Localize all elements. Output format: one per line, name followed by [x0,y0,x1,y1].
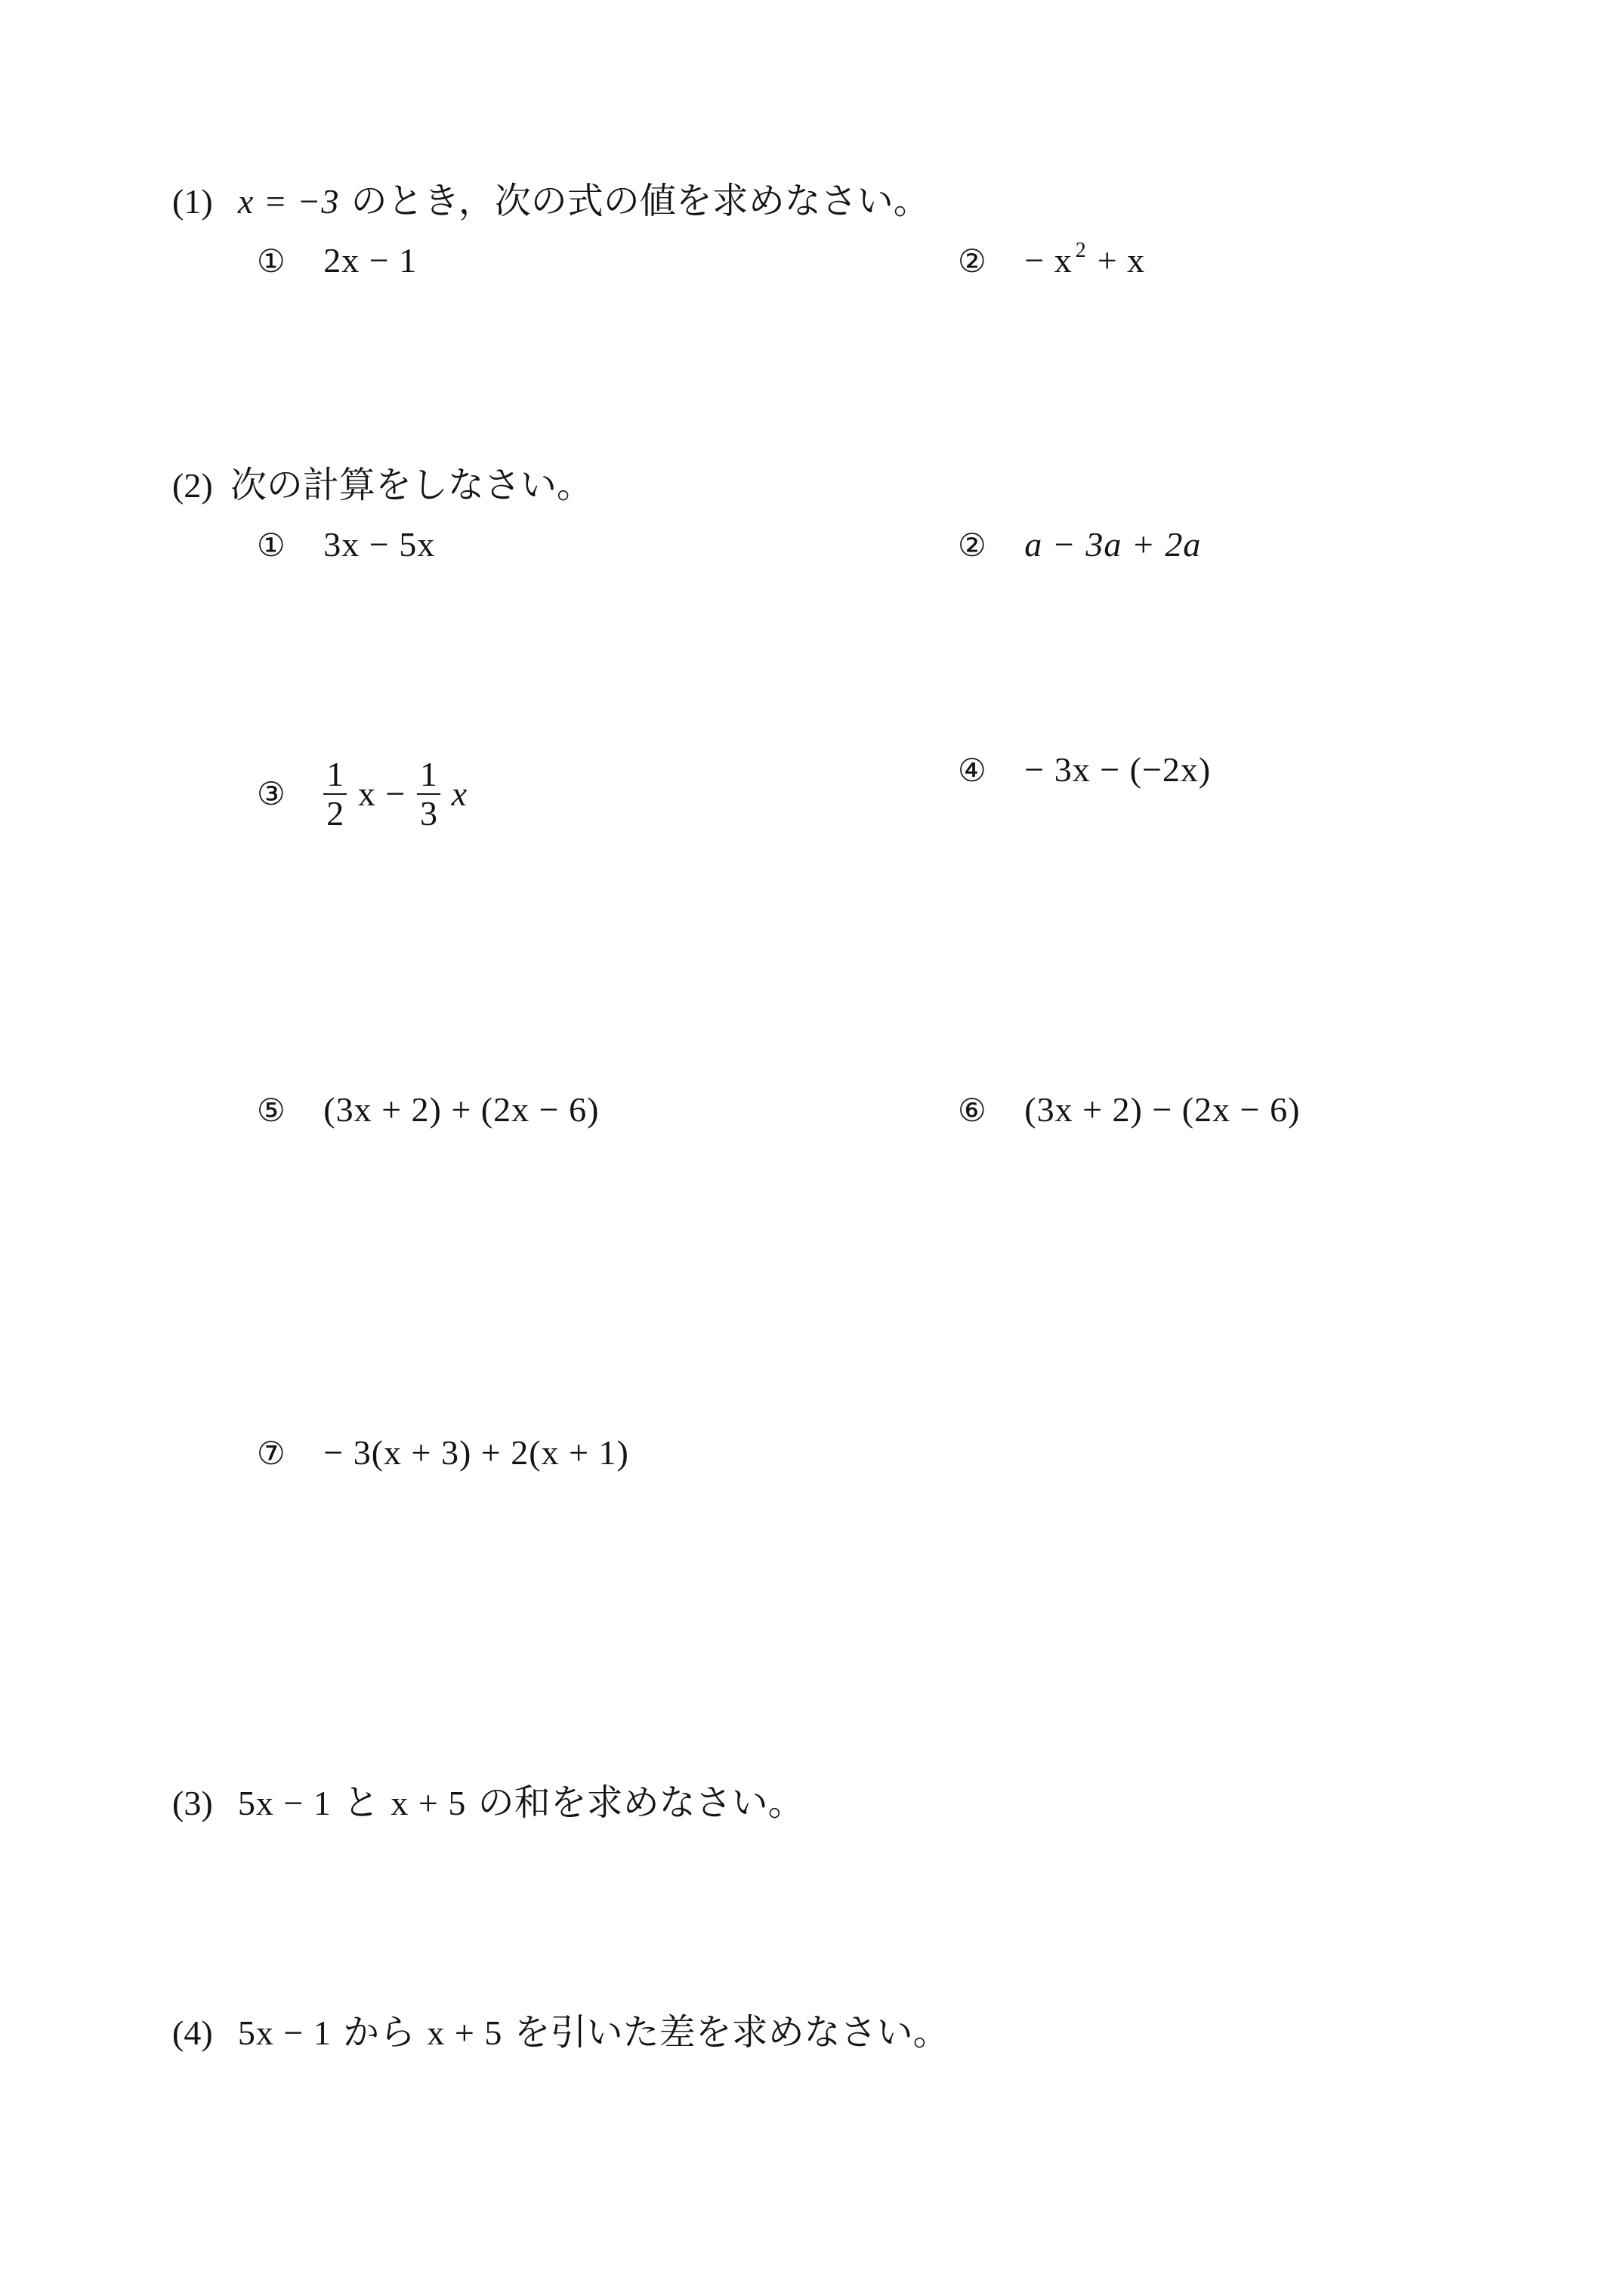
question-3-expr-b: x + 5 [391,1784,467,1822]
question-4-expr-b: x + 5 [427,2013,503,2052]
q2-item-1-expr: 3x − 5x [323,525,436,564]
q2-item-6-expr: (3x + 2) − (2x − 6) [1024,1090,1301,1129]
question-1-condition: x = −3 [237,182,340,221]
q2-item-4-expr: − 3x − (−2x) [1024,750,1212,789]
q2-item-1-marker: ① [257,527,286,564]
question-4-joiner: から [343,2011,416,2054]
q2-item-1 [257,521,435,568]
q2-item-3 [257,756,468,833]
question-1-heading [172,178,930,224]
q2-item-3-fraction-2-numerator: 1 [417,756,440,795]
question-2-heading [172,462,593,508]
q2-item-7 [257,1429,629,1476]
q2-item-5-expr: (3x + 2) + (2x − 6) [323,1090,600,1129]
q2-item-5-marker: ⑤ [257,1092,286,1129]
q2-item-2-expr: a − 3a + 2a [1024,525,1202,564]
question-4-prompt: を引いた差を求めなさい。 [514,2011,949,2054]
question-4-expr-a: 5x − 1 [237,2013,332,2052]
q2-item-2-marker: ② [958,527,986,564]
q2-item-7-expr: − 3(x + 3) + 2(x + 1) [323,1433,629,1472]
question-3 [172,1780,804,1826]
q1-item-1-marker: ① [257,243,286,280]
q1-item-2 [958,237,1145,289]
q2-item-4 [958,746,1211,793]
question-3-prompt: の和を求めなさい。 [477,1782,804,1824]
q2-item-3-middle: x − [357,774,406,813]
q2-item-7-marker: ⑦ [257,1435,286,1472]
q2-item-3-fraction-1-numerator: 1 [323,756,347,795]
question-3-joiner: と [343,1782,380,1824]
q2-item-5 [257,1086,599,1133]
q2-item-3-fraction-1 [323,756,347,833]
q1-item-2-exponent: 2 [1075,239,1087,262]
q2-item-3-fraction-1-denominator: 2 [326,794,344,833]
q1-item-1 [257,237,417,284]
question-2-label: (2) [172,466,213,505]
question-2-prompt: 次の計算をしなさい。 [230,464,593,506]
q2-item-4-marker: ④ [958,752,986,789]
q2-item-6-marker: ⑥ [958,1092,986,1129]
question-1-prompt: のとき，次の式の値を求めなさい。 [350,180,930,222]
question-4 [172,2010,949,2056]
q1-item-2-marker: ② [958,243,986,280]
question-4-label: (4) [172,2013,213,2052]
q1-item-2-expr-suffix: + x [1097,241,1146,280]
q1-item-2-expr-prefix: − x [1024,241,1073,280]
q2-item-3-fraction-2 [417,756,440,833]
q2-item-3-tail: x [451,774,468,813]
question-1-label: (1) [172,182,213,221]
q2-item-3-fraction-2-denominator: 3 [419,794,437,833]
q1-item-1-expr: 2x − 1 [323,241,418,280]
question-3-expr-a: 5x − 1 [237,1784,332,1822]
q2-item-6 [958,1086,1300,1133]
q2-item-3-marker: ③ [257,775,286,812]
q2-item-2 [958,521,1201,568]
question-3-label: (3) [172,1784,213,1822]
